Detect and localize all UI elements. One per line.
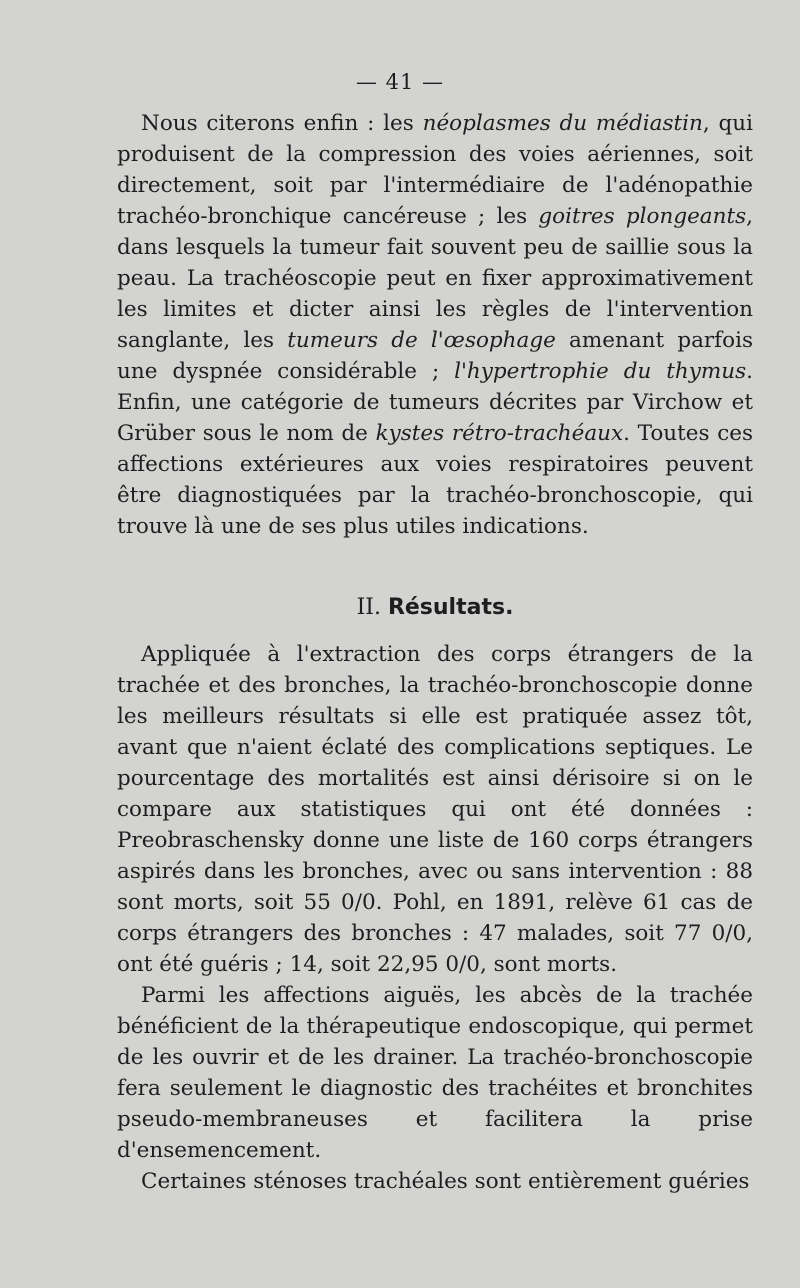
paragraph-text: , qui produisent de la compression des voies aériennes, soit directement, soit par l'intermédiaire de l'adénopathie trachéo-bronchique cancéreuse ; les	[117, 111, 753, 229]
section-number: II.	[356, 595, 381, 620]
italic-term: néoplasmes du médiastin	[422, 111, 703, 136]
paragraph-text: , dans lesquels la tumeur fait souvent peu de saillie sous la peau. La trachéoscopie peut en fixer approximativement les limites et dicter ainsi les règles de l'intervention sanglante, les	[117, 204, 753, 353]
page-body	[117, 108, 753, 1197]
paragraph-stenoses: Certaines sténoses trachéales sont entièrement guéries	[141, 1169, 750, 1194]
section-title: Résultats.	[387, 595, 514, 620]
paragraph-acute-affections: Parmi les affections aiguës, les abcès de la trachée bénéficient de la thérapeutique endoscopique, qui permet de les ouvrir et de les drainer. La trachéo-bronchoscopie fera seulement le diagnostic des trachéites et bronchites pseudo-membraneuses et facilitera la prise d'ensemencement.	[117, 983, 753, 1163]
paragraph-text: amenant parfois une dyspnée considérable ;	[117, 328, 753, 384]
italic-term: tumeurs de l'œsophage	[287, 328, 556, 353]
page-number: — 41 —	[355, 70, 445, 94]
italic-term: goitres plongeants	[538, 204, 747, 229]
section-heading	[117, 592, 753, 623]
paragraph-text: Nous citerons enfin : les	[141, 111, 423, 136]
paragraph-foreign-bodies: Appliquée à l'extraction des corps étrangers de la trachée et des bronches, la trachéo-bronchoscopie donne les meilleurs résultats si elle est pratiquée assez tôt, avant que n'aient éclaté des complications septiques. Le pourcentage des mortalités est ainsi dérisoire si on le compare aux statistiques qui ont été données : Preobraschensky donne une liste de 160 corps étrangers aspirés dans les bronches, avec ou sans intervention : 88 sont morts, soit 55 0/0. Pohl, en 1891, relève 61 cas de corps étrangers des bronches : 47 malades, soit 77 0/0, ont été guéris ; 14, soit 22,95 0/0, sont morts.	[117, 642, 753, 977]
italic-term: kystes rétro-trachéaux	[375, 421, 624, 446]
paragraph-tumors	[117, 108, 753, 542]
italic-term: l'hypertrophie du thymus	[454, 359, 747, 384]
paragraph-text: . Enfin, une catégorie de tumeurs décrites par Virchow et Grüber sous le nom de	[117, 359, 754, 446]
paragraph-text: . Toutes ces affections extérieures aux voies respiratoires peuvent être diagnostiquées par la trachéo-bronchoscopie, qui trouve là une de ses plus utiles indications.	[117, 421, 753, 539]
